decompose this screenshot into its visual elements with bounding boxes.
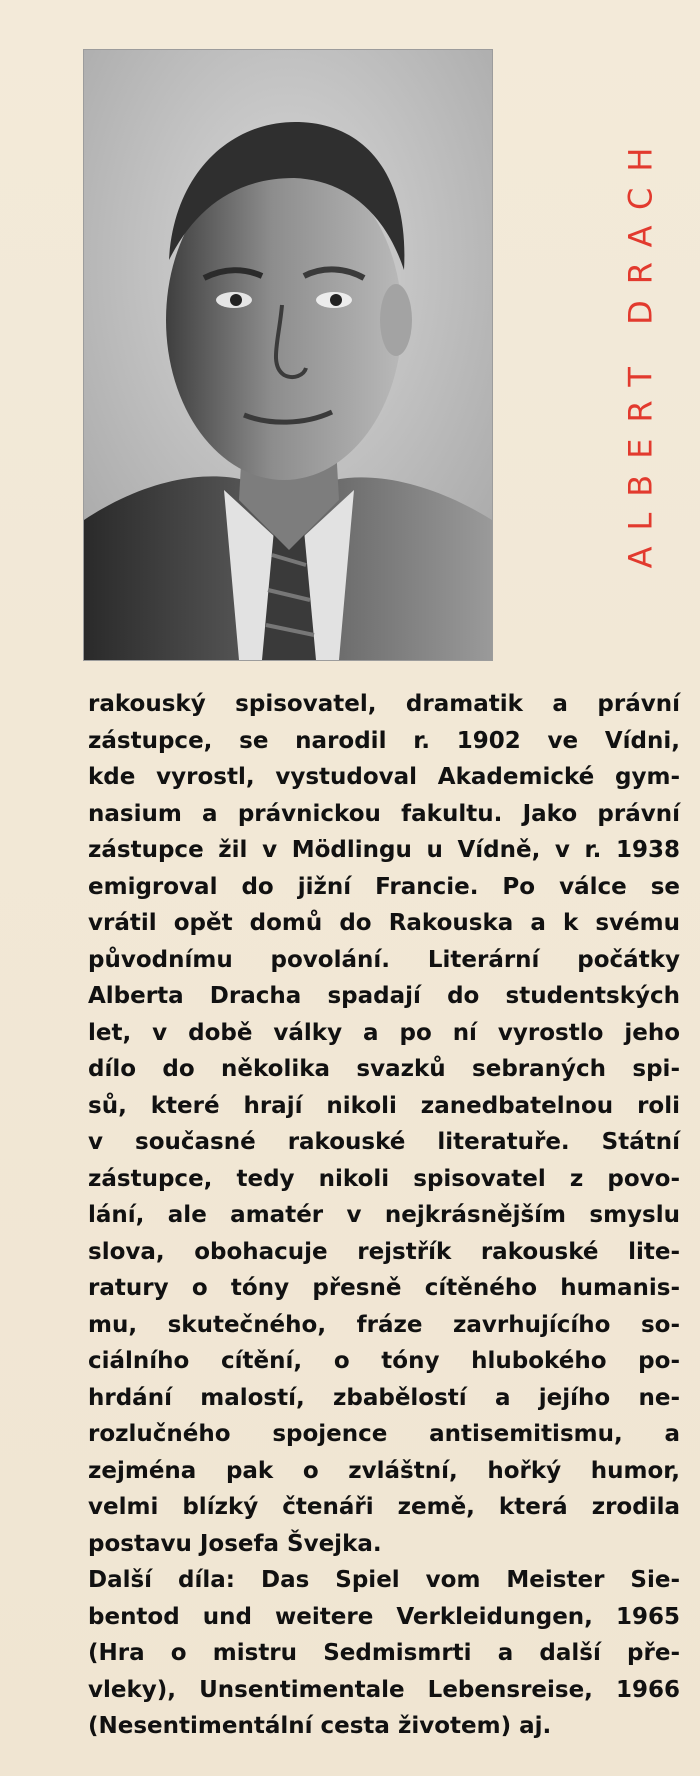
bio-line: postavu Josefa Švejka. xyxy=(88,1530,382,1557)
bio-line: dílo do několika svazků sebraných spi- xyxy=(88,1056,680,1082)
bio-line: rozlučného spojence antisemitismu, a xyxy=(88,1421,680,1447)
bio-line: velmi blízký čtenáři země, která zrodila xyxy=(88,1494,680,1520)
bio-line: kde vyrostl, vystudoval Akademické gym- xyxy=(88,764,680,790)
portrait-photo xyxy=(84,50,492,660)
bio-line: slova, obohacuje rejstřík rakouské lite- xyxy=(88,1238,680,1265)
bio-line: ciálního cítění, o tóny hlubokého po- xyxy=(88,1348,680,1374)
bio-line: vrátil opět domů do Rakouska a k svému xyxy=(88,910,680,936)
bio-line: sů, které hrají nikoli zanedbatelnou roli xyxy=(88,1092,680,1119)
bio-line: ratury o tóny přesně cítěného humanis- xyxy=(88,1275,680,1301)
bio-line: zejména pak o zvláštní, hořký humor, xyxy=(88,1457,680,1484)
works-line: Další díla: Das Spiel vom Meister Sie- xyxy=(88,1567,680,1593)
works-line: bentod und weitere Verkleidungen, 1965 xyxy=(88,1603,680,1630)
bio-line: hrdání malostí, zbabělostí a jejího ne- xyxy=(88,1384,680,1411)
bio-line: zástupce, se narodil r. 1902 ve Vídni, xyxy=(88,727,680,754)
portrait-illustration xyxy=(84,50,492,660)
works-line: vleky), Unsentimentale Lebensreise, 1966 xyxy=(88,1676,680,1703)
bio-line: mu, skutečného, fráze zavrhujícího so- xyxy=(88,1311,680,1338)
bio-line: lání, ale amatér v nejkrásnějším smyslu xyxy=(88,1202,680,1228)
author-name-label: ALBERT DRACH xyxy=(621,131,660,569)
author-name-vertical xyxy=(620,40,660,660)
biography-text xyxy=(88,686,680,1745)
bio-line: Alberta Dracha spadají do studentských xyxy=(88,983,680,1009)
works-line: (Hra o mistru Sedmismrti a další pře- xyxy=(88,1640,680,1666)
bio-line: emigroval do jižní Francie. Po válce se xyxy=(88,873,680,900)
bio-line: zástupce žil v Mödlingu u Vídně, v r. 1938 xyxy=(88,837,680,863)
bio-line: v současné rakouské literatuře. Státní xyxy=(88,1129,680,1155)
bio-line: nasium a právnickou fakultu. Jako právní xyxy=(88,800,680,827)
bio-line: původnímu povolání. Literární počátky xyxy=(88,946,680,973)
bio-line: let, v době války a po ní vyrostlo jeho xyxy=(88,1019,680,1046)
bio-line: rakouský spisovatel, dramatik a právní xyxy=(88,691,680,717)
bio-line: zástupce, tedy nikoli spisovatel z povo- xyxy=(88,1165,680,1192)
works-line: (Nesentimentální cesta životem) aj. xyxy=(88,1713,552,1739)
